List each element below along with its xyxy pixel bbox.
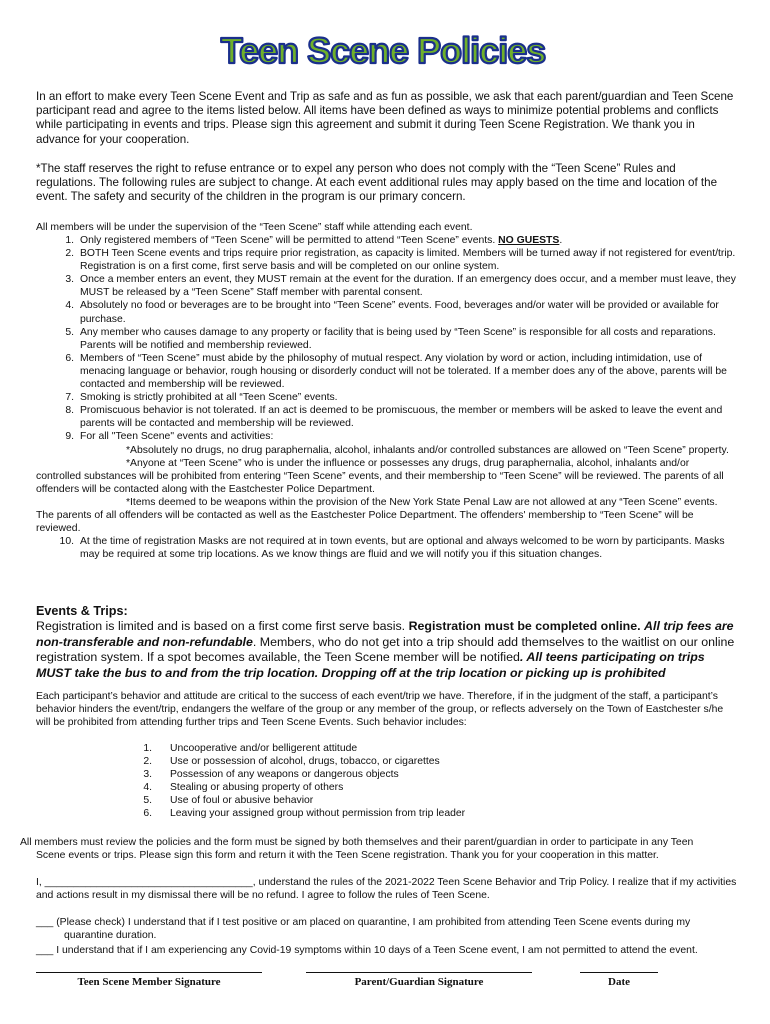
signature-label: Date [608,976,630,988]
list-text: Leaving your assigned group without permission from trip leader [170,808,466,820]
list-number: 9. [65,431,74,443]
signature-label: Parent/Guardian Signature [354,976,484,988]
member-signature-field[interactable] [36,972,262,988]
list-item [36,535,736,561]
list-number: 2. [143,756,152,768]
review-line: All members must review the policies and the form must be signed by both themselves and their parent/guardian in order to participate in any Teen [20,837,694,848]
events-paragraph [36,619,736,681]
events-heading: Events & Trips: [36,604,128,618]
fees-emphasis: All trip fees are non-transferable and non-refundable [36,619,734,649]
list-text: Uncooperative and/or belligerent attitude [170,743,358,754]
list-item [36,430,736,443]
check-line: ___ (Please check) I understand that if I test positive or am placed on quarantine, I am prohibited from attending Teen Scene events during my [36,917,691,928]
list-number: 6. [143,808,152,820]
list-text: Stealing or abusing property of others [170,782,344,794]
list-number: 3. [143,769,152,781]
list-text: Once a member enters an event, they MUST remain at the event for the duration. If an emergency does occur, and a member must leave, they MUST be released by a “Teen Scene” Staff member with parental consent. [80,274,736,299]
staff-notice: *The staff reserves the right to refuse entrance or to expel any person who does not comply with the “Teen Scene” Rules and regulations. The following rules are subject to change. At each event additional rules may apply based on the time and location of the event. The safety and security of the children in the program is our primary concern. [36,162,718,204]
list-number: 2. [65,248,74,260]
list-item [36,352,736,391]
list-number: 3. [65,274,74,286]
list-text: BOTH Teen Scene events and trips require prior registration, as capacity is limited. Members will be turned away if not registered for event/trip. Registration is on a first come, first serve basis and will be completed on our online system. [80,248,736,273]
events-emphasis: Registration must be completed online. [408,619,641,633]
list-text: Promiscuous behavior is not tolerated. If an act is deemed to be promiscuous, the member or members will be asked to leave the event and parents will be contacted and membership will be reviewed. [80,405,723,430]
bus-emphasis: . All teens participating on trips MUST take the bus to and from the trip location. Dropping off at the trip location or picking up is prohibited [36,650,705,680]
page-title: Teen Scene Policies [220,30,546,71]
list-text: Members of “Teen Scene” must abide by the philosophy of mutual respect. Any violation by word or action, including intimidation, use of menacing language or behavior, rough housing or disorderly conduct will not be tolerated. If a member does any of the above, parents will be contacted and membership will be reviewed. [80,352,727,391]
list-item [36,326,736,352]
list-number: 5. [65,326,74,338]
list-number: 1. [143,743,152,754]
list-text: At the time of registration Masks are not required at in town events, but are optional and always welcomed to be worn by participants. Masks may be required at some trip locations. As we know things are fluid and we will notify you if this situation changes. [80,536,725,561]
list-item [140,794,640,807]
list-number: 10. [59,536,74,548]
list-text: Absolutely no food or beverages are to be brought into “Teen Scene” events. Food, beverages and/or water will be provided or available for purchase. [80,300,719,325]
signature-line [306,972,532,973]
parent-signature-field[interactable] [306,972,532,988]
list-item [140,781,640,794]
sub-rule-drugs: *Absolutely no drugs, no drug paraphernalia, alcohol, inhalants and/or controlled substances are allowed on “Teen Scene” property. [126,444,729,456]
check-line: quarantine duration. [64,930,157,942]
no-guests-emphasis: NO GUESTS [498,235,560,246]
intro-paragraph: In an effort to make every Teen Scene Event and Trip as safe and as fun as possible, we ask that each parent/guardian and Teen Scene participant read and agree to the items listed below. All items have been defined as ways to minimize potential problems and conflicts while participating in events and trips. Please sign this agreement and submit it during Teen Scene Registration. We thank you in advance for your cooperation. [36,90,734,146]
list-item [36,404,736,430]
signature-line [580,972,658,973]
review-notice [20,836,760,862]
list-item [140,768,640,781]
review-line: Scene events or trips. Please sign this form and return it with the Teen Scene registration. Thank you for your cooperation in this matter. [36,850,659,862]
list-text: Use of foul or abusive behavior [170,795,314,807]
list-number: 6. [65,352,74,364]
rules-list [36,234,736,561]
list-item [140,742,640,755]
list-text: Only registered members of “Teen Scene” will be permitted to attend “Teen Scene” events. NO GUESTS. [80,235,563,246]
sub-rule-weapons: *Items deemed to be weapons within the provision of the New York State Penal Law are not allowed at any “Teen Scene” events. The parents of all offenders will be contacted as well as the Eastchester Police Department. The offenders' membership to “Teen Scene” will be reviewed. [36,496,718,535]
signature-label: Teen Scene Member Signature [77,976,221,988]
sub-rule-influence: *Anyone at “Teen Scene” who is under the influence or possesses any drugs, drug paraphernalia, alcohol, inhalants and/or controlled substances will be prohibited from entering “Teen Scene” events, and their membership to “Teen Scene” will be reviewed. The parents of all offenders will be contacted along with the Eastchester Police Department. [36,457,724,495]
list-text: For all "Teen Scene" events and activities: [80,431,274,443]
agreement-statement[interactable]: I, ____________________________________, understand the rules of the 2021-2022 Teen Scene Behavior and Trip Policy. I realize that if my activities and actions result in my dismissal there will be no refund. I agree to follow the rules of Teen Scene. [36,877,737,902]
list-number: 4. [65,300,74,312]
list-number: 5. [143,795,152,807]
list-item [36,299,736,325]
list-text: Smoking is strictly prohibited at all “Teen Scene” events. [80,392,338,404]
list-number: 8. [65,405,74,417]
list-item [36,234,736,247]
list-item [36,391,736,404]
behavior-intro: Each participant’s behavior and attitude are critical to the success of each event/trip we have. Therefore, if in the judgment of the staff, a participant’s behavior hinders the event/trip, endangers the welfare of the group or any member of the group, or reflects adversely on the Town of Eastchester s/he will be prohibited from attending further trips and Teen Scene Events. Such behavior includes: [36,691,724,729]
behavior-list [140,742,640,821]
list-text: Possession of any weapons or dangerous objects [170,769,399,781]
events-text: Registration is limited and is based on a first come first serve basis. [36,619,406,633]
quarantine-checkbox-statement[interactable] [36,916,756,942]
events-text: . Members, who do not get into a trip should add themselves to the waitlist on our online registration system. If a spot becomes available, the Teen Scene member will be notified [36,634,735,664]
list-item [140,807,640,820]
list-number: 4. [143,782,152,794]
list-item [140,755,640,768]
list-text: Use or possession of alcohol, drugs, tobacco, or cigarettes [170,756,440,768]
title-logo [215,8,551,80]
members-intro: All members will be under the supervision of the “Teen Scene” staff while attending each event. [36,222,473,233]
list-text: Any member who causes damage to any property or facility that is being used by “Teen Scene” is responsible for all costs and reparations. Parents will be notified and membership reviewed. [80,326,716,351]
signature-line [36,972,262,973]
list-item [36,273,736,299]
list-number: 1. [65,235,74,246]
list-item [36,247,736,273]
covid-checkbox-statement[interactable]: ___ I understand that if I am experiencing any Covid-19 symptoms within 10 days of a Teen Scene event, I am not permitted to attend the event. [36,945,698,956]
list-number: 7. [65,392,74,404]
date-field[interactable] [580,972,658,988]
